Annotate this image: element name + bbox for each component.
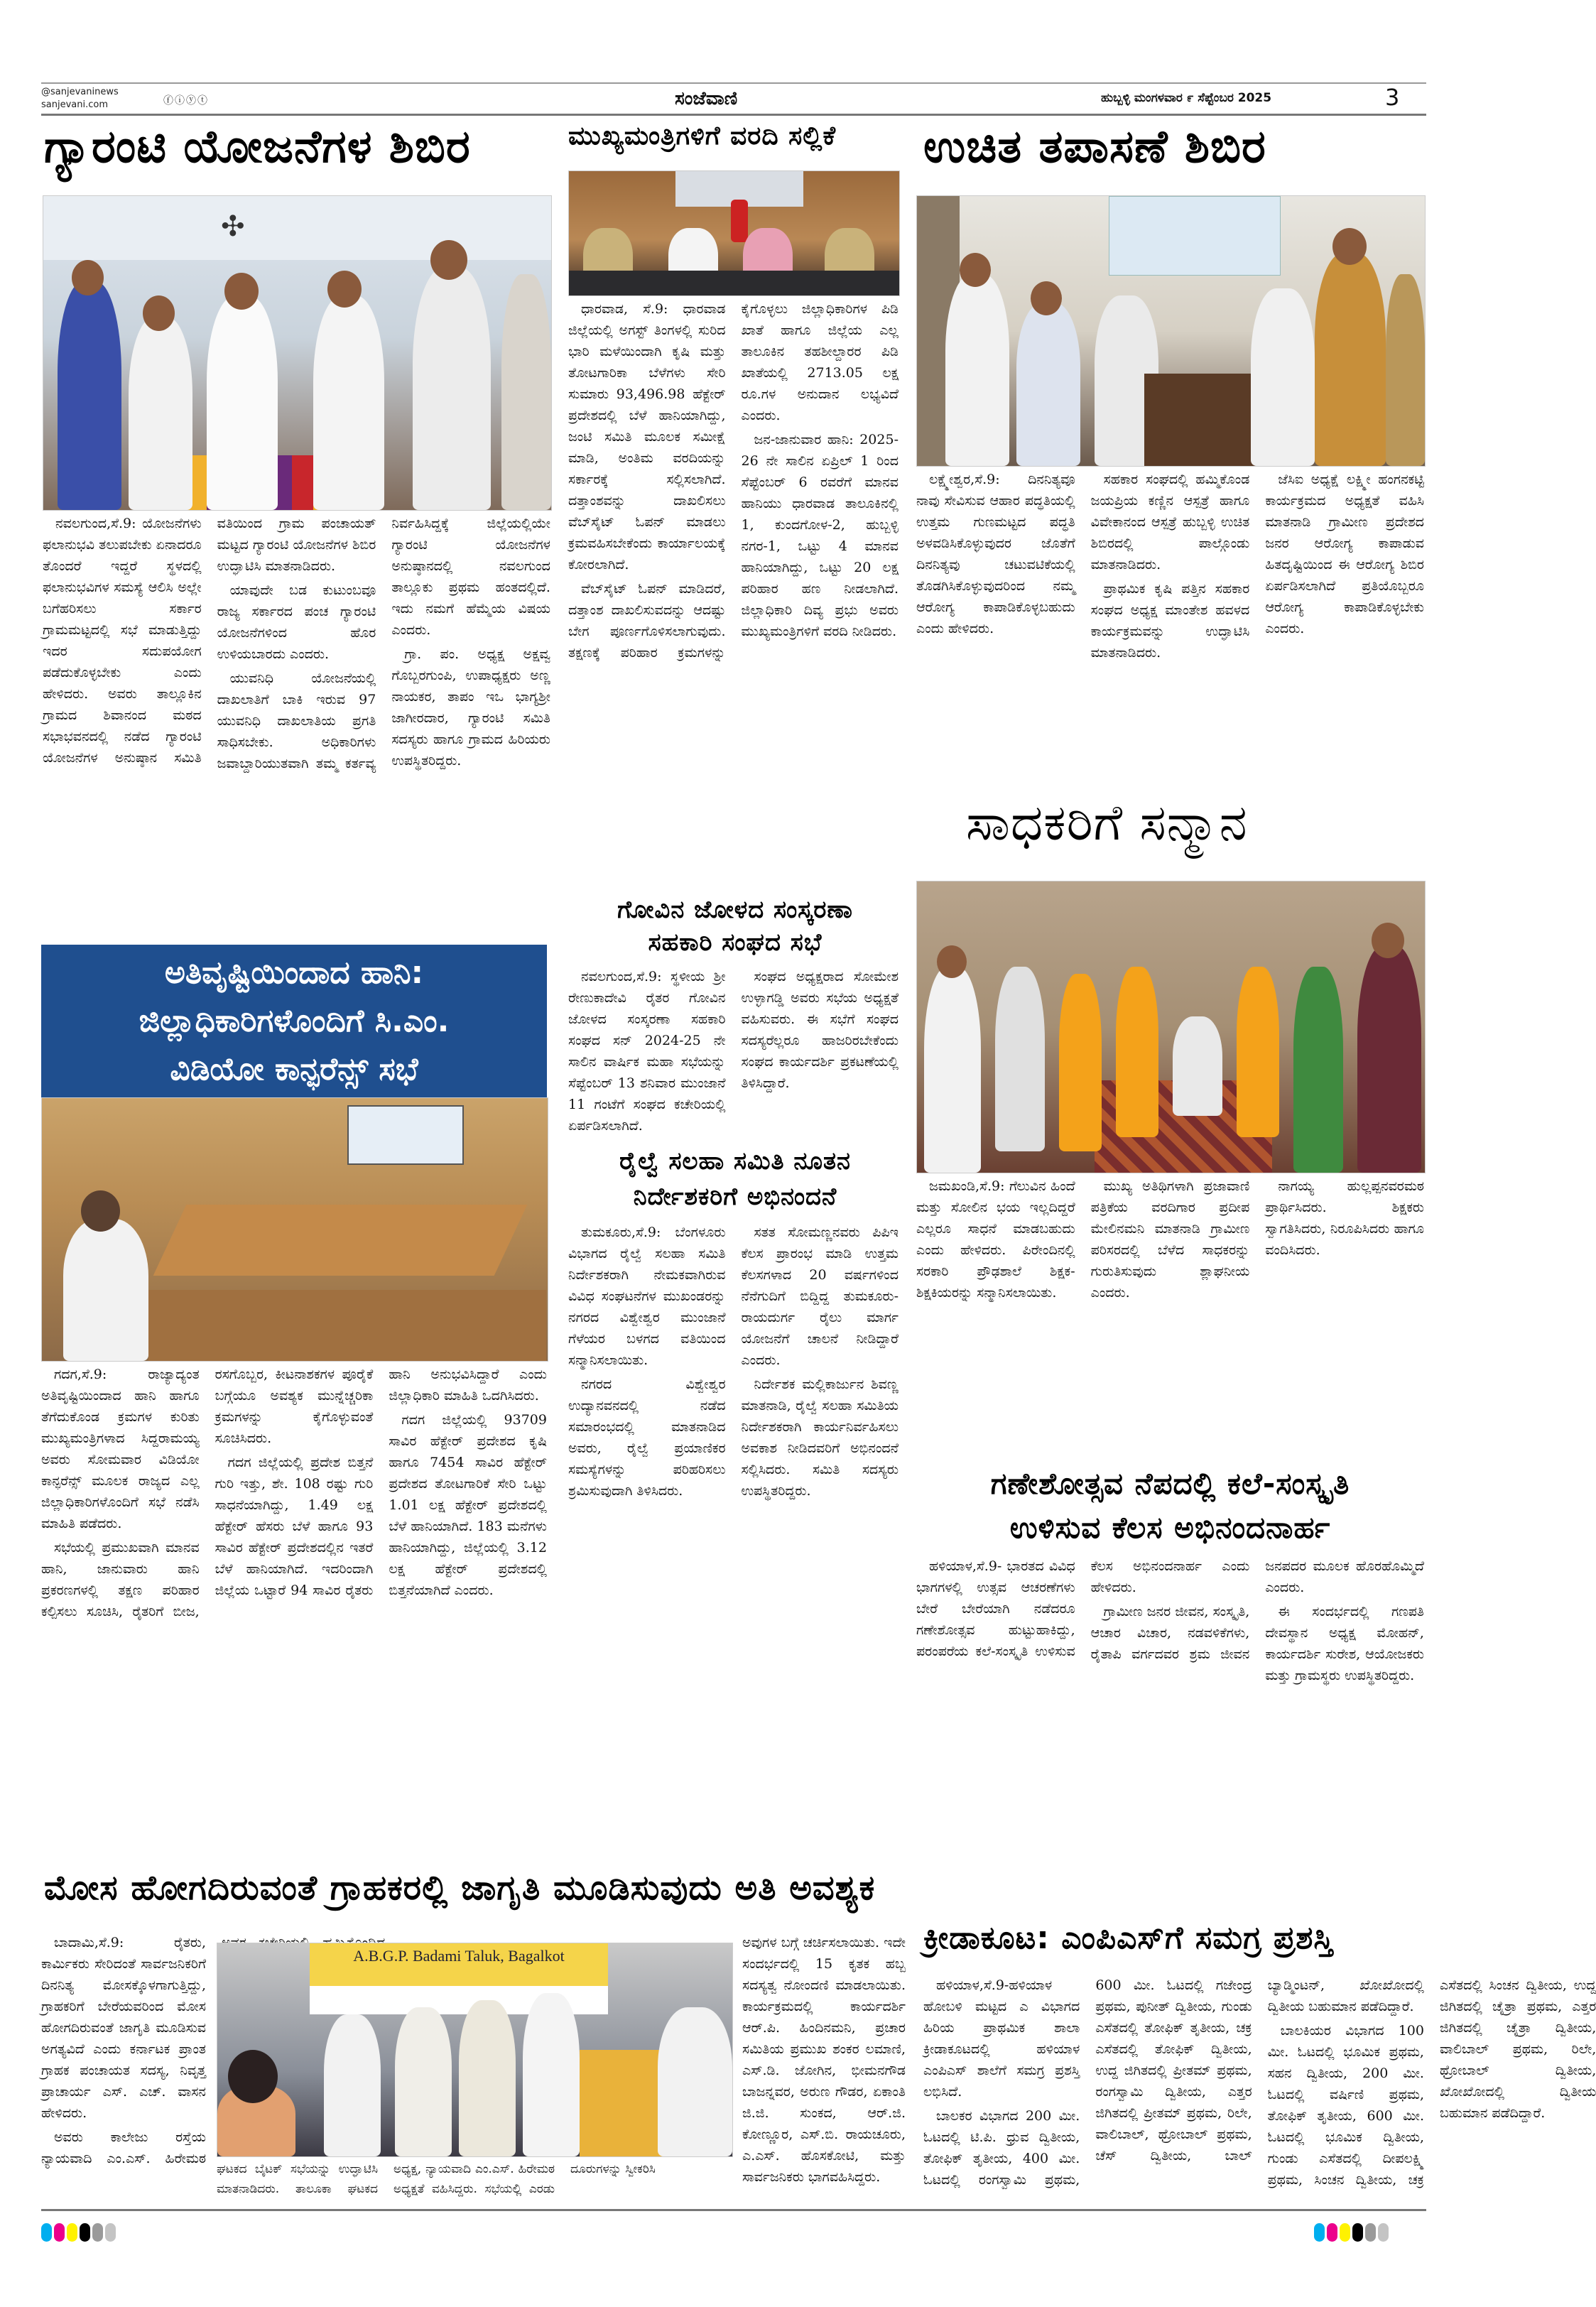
photo-cm-report [568, 170, 900, 296]
photo-health-camp [916, 195, 1426, 467]
article-body-consumer-right [742, 1932, 906, 2195]
paragraph: ಬಾಲಕಿಯರ ವಿಭಾಗದ 100 ಮೀ. ಓಟದಲ್ಲಿ ಭೂಮಿಕ ಪ್ರಥಮ, ಸಹನ ದ್ವಿತೀಯ, 200 ಮೀ. ಓಟದಲ್ಲಿ ವರ್ಷಿಣಿ ಪ್ರಥಮ, ತೋಫಿಕ್ ತೃತೀಯ, 600 ಮೀ. ಓಟದಲ್ಲಿ ಭೂಮಿಕ ದ್ವಿತೀಯ, ಗುಂಡು ಎಸೆತದಲ್ಲಿ ದೀಪಲಕ್ಷ್ಮಿ ಪ್ರಥಮ, ಸಿಂಚನ ದ್ವಿತೀಯ, ಚಕ್ರ ಎಸೆತದಲ್ಲಿ ಸಿಂಚನ ದ್ವಿತೀಯ, ಉದ್ದ ಜಿಗಿತದಲ್ಲಿ ಚೈತ್ರಾ ಪ್ರಥಮ, ಎತ್ತರ ಜಿಗಿತದಲ್ಲಿ ಚೈತ್ರಾ ದ್ವಿತೀಯ, ವಾಲಿಬಾಲ್ ಪ್ರಥಮ, ರಿಲೇ, ಥ್ರೋಬಾಲ್ ದ್ವಿತೀಯ, ಖೋಖೋದಲ್ಲಿ ದ್ವಿತೀಯ ಬಹುಮಾನ ಪಡೆದಿದ್ದಾರೆ. [1267, 1977, 1596, 2188]
social-handle: @sanjevaninews [41, 87, 119, 97]
paragraph: ಅವರು ಕಾಲೇಜು ರಸ್ತೆಯ ನ್ಯಾಯವಾದಿ ಎಂ.ಎಸ್. ಹಿರೇಮಠ [41, 2129, 206, 2166]
headline-line: ವಿಡಿಯೋ ಕಾನ್ಫರೆನ್ಸ್ ಸಭೆ [170, 1051, 418, 1087]
paragraph: ಜೆಸಿಐ ಅಧ್ಯಕ್ಷೆ ಲಕ್ಷ್ಮೀ ಹಂಗನಕಟ್ಟಿ ಕಾರ್ಯಕ್ರಮದ ಅಧ್ಯಕ್ಷತೆ ವಹಿಸಿ ಮಾತನಾಡಿ ಗ್ರಾಮೀಣ ಪ್ರದೇಶದ ಜನರ ಆರೋಗ್ಯ ಕಾಪಾಡುವ ಹಿತದೃಷ್ಟಿಯಿಂದ ಈ ಆರೋಗ್ಯ ಶಿಬಿರ ಏರ್ಪಡಿಸಲಾಗಿದೆ ಪ್ರತಿಯೊಬ್ಬರೂ ಆರೋಗ್ಯ ಕಾಪಾಡಿಕೊಳ್ಳಬೇಕು ಎಂದರು. [1265, 472, 1424, 636]
headline-consumer: ಮೋಸ ಹೋಗದಿರುವಂತೆ ಗ್ರಾಹಕರಲ್ಲಿ ಜಾಗೃತಿ ಮೂಡಿಸುವುದು ಅತಿ ಅವಶ್ಯಕ [44, 1868, 876, 1908]
headline-cm-report: ಮುಖ್ಯಮಂತ್ರಿಗಳಿಗೆ ವರದಿ ಸಲ್ಲಿಕೆ [568, 121, 837, 151]
paragraph: ಜನ-ಜಾನುವಾರ ಹಾನಿ: 2025-26 ನೇ ಸಾಲಿನ ಏಪ್ರಿಲ್ 1 ರಿಂದ ಸೆಪ್ಟೆಂಬರ್ 6 ರವರೆಗೆ ಮಾನವ ಹಾನಿಯು ಧಾರವಾಡ ತಾಲೂಕಿನಲ್ಲಿ 1, ಕುಂದಗೋಳ-2, ಹುಬ್ಬಳ್ಳಿ ನಗರ-1, ಒಟ್ಟು 4 ಮಾನವ ಹಾನಿಯಾಗಿದ್ದು, ಒಟ್ಟು 20 ಲಕ್ಷ ಪರಿಹಾರ ಹಣ ನೀಡಲಾಗಿದೆ. ಜಿಲ್ಲಾಧಿಕಾರಿ ದಿವ್ಯ ಪ್ರಭು ಅವರು ಮುಖ್ಯಮಂತ್ರಿಗಳಿಗೆ ವರದಿ ನೀಡಿದರು. [741, 432, 899, 639]
headline-guarantee: ಗ್ಯಾರಂಟಿ ಯೋಜನೆಗಳ ಶಿಬಿರ [44, 121, 471, 173]
paragraph: ಸತತ ಸೋಮಣ್ಣನವರು ಪಿಪಿಇ ಕೆಲಸ ಪ್ರಾರಂಭ ಮಾಡಿ ಉತ್ತಮ ಕೆಲಸಗಳಾದ 20 ವರ್ಷಗಳಿಂದ ನೆನೆಗುದಿಗೆ ಬಿದ್ದಿದ್ದ ತುಮಕೂರು-ರಾಯದುರ್ಗ ರೈಲು ಮಾರ್ಗ ಯೋಜನೆಗೆ ಚಾಲನೆ ನೀಡಿದ್ದಾರೆ ಎಂದರು. [741, 1225, 899, 1368]
article-body-flood-vc [41, 1364, 547, 1864]
social-icons [163, 93, 209, 107]
photo-flood-vc [41, 1097, 548, 1362]
article-body-honour [916, 1176, 1424, 1477]
meeting-banner: A.B.G.P. Badami Taluk, Bagalkot [310, 1943, 608, 1986]
paragraph: ಜಮಖಂಡಿ,ಸೆ.9: ಗೆಲುವಿನ ಹಿಂದೆ ಮತ್ತು ಸೋಲಿನ ಭಯ ಇಲ್ಲದಿದ್ದರೆ ಎಲ್ಲರೂ ಸಾಧನೆ ಮಾಡಬಹುದು ಎಂದು ಹೇಳಿದರು. ಪಿರೇಂದಿನಲ್ಲಿ ಸರಕಾರಿ ಪ್ರೌಢಶಾಲೆ ಶಿಕ್ಷಕ-ಶಿಕ್ಷಕಿಯರನ್ನು ಸನ್ಮಾನಿಸಲಾಯಿತು. [916, 1178, 1075, 1301]
top-rule [41, 82, 1426, 84]
masthead-rule [41, 114, 1426, 116]
paragraph: ಗದಗ,ಸೆ.9: ರಾಜ್ಯಾದ್ಯಂತ ಅತಿವೃಷ್ಟಿಯಿಂದಾದ ಹಾನಿ ಹಾಗೂ ತೆಗೆದುಕೊಂಡ ಕ್ರಮಗಳ ಕುರಿತು ಮುಖ್ಯಮಂತ್ರಿಗಳಾದ ಸಿದ್ದರಾಮಯ್ಯ ಅವರು ಸೋಮವಾರ ವಿಡಿಯೋ ಕಾನ್ಫರೆನ್ಸ್ ಮೂಲಕ ರಾಜ್ಯದ ಎಲ್ಲ ಜಿಲ್ಲಾಧಿಕಾರಿಗಳೊಂದಿಗೆ ಸಭೆ ನಡೆಸಿ ಮಾಹಿತಿ ಪಡೆದರು. [41, 1367, 200, 1531]
paragraph: ವೆಬ್‌ಸೈಟ್ ಓಪನ್ ಮಾಡಿದರೆ, ದತ್ತಾಂಶ ದಾಖಲಿಸುವದನ್ನು ಆದಷ್ಟು ಬೇಗ ಪೂರ್ಣಗೊಳಿಸಲಾಗುವುದು. ತಕ್ಷಣಕ್ಕೆ ಪರಿಹಾರ ಕ್ರಮಗಳನ್ನು ಕೈಗೊಳ್ಳಲು ಜಿಲ್ಲಾಧಿಕಾರಿಗಳ ಪಿಡಿ ಖಾತೆ ಹಾಗೂ ಜಿಲ್ಲೆಯ ಎಲ್ಲ ತಾಲೂಕಿನ ತಹಶೀಲ್ದಾರರ ಪಿಡಿ ಖಾತೆಯಲ್ಲಿ 2713.05 ಲಕ್ಷ ರೂ.ಗಳ ಅನುದಾನ ಲಭ್ಯವಿದೆ ಎಂದರು. [568, 301, 899, 661]
color-registration-left [41, 2223, 118, 2244]
masthead-social [41, 86, 119, 112]
photo-caption-consumer [217, 2159, 732, 2206]
headline-line: ಅತಿವೃಷ್ಟಿಯಿಂದಾದ ಹಾನಿ: [164, 955, 424, 991]
article-body-guarantee [43, 513, 550, 939]
paragraph: ಗದಗ ಜಿಲ್ಲೆಯಲ್ಲಿ ಪ್ರದೇಶ ಬಿತ್ತನೆ ಗುರಿ ಇತ್ತು, ಶೇ. 108 ರಷ್ಟು ಗುರಿ ಸಾಧನೆಯಾಗಿದ್ದು, 1.49 ಲಕ್ಷ ಹೆಕ್ಟೇರ್ ಹೆಸರು ಬೆಳೆ ಹಾಗೂ 93 ಸಾವಿರ ಹೆಕ್ಟೇರ್ ಪ್ರದೇಶದಲ್ಲಿನ ಇತರೆ ಬೆಳೆ ಹಾನಿಯಾಗಿದೆ. ಇದರಿಂದಾಗಿ ಜಿಲ್ಲೆಯ ಒಟ್ಟಾರೆ 94 ಸಾವಿರ ರೈತರು ಹಾನಿ ಅನುಭವಿಸಿದ್ದಾರೆ ಎಂದು ಜಿಲ್ಲಾಧಿಕಾರಿ ಮಾಹಿತಿ ಒದಗಿಸಿದರು. [215, 1367, 547, 1598]
paragraph: ಸಂಘದ ಅಧ್ಯಕ್ಷರಾದ ಸೋಮೇಶ ಉಳ್ಳಾಗಡ್ಡಿ ಅವರು ಸಭೆಯ ಅಧ್ಯಕ್ಷತೆ ವಹಿಸುವರು. ಈ ಸಭೆಗೆ ಸಂಘದ ಸದಸ್ಯರೆಲ್ಲರೂ ಹಾಜರಿರಬೇಕೆಂದು ಸಂಘದ ಕಾರ್ಯದರ್ಶಿ ಪ್ರಕಟಣೆಯಲ್ಲಿ ತಿಳಿಸಿದ್ದಾರೆ. [741, 969, 899, 1091]
paragraph: ಗದಗ ಜಿಲ್ಲೆಯಲ್ಲಿ 93709 ಸಾವಿರ ಹೆಕ್ಟೇರ್ ಪ್ರದೇಶದ ಕೃಷಿ ಹಾಗೂ 7454 ಸಾವಿರ ಹೆಕ್ಟೇರ್ ಪ್ರದೇಶದ ತೋಟಗಾರಿಕೆ ಸೇರಿ ಒಟ್ಟು 1.01 ಲಕ್ಷ ಹೆಕ್ಟೇರ್ ಪ್ರದೇಶದಲ್ಲಿ ಬೆಳೆ ಹಾನಿಯಾಗಿದೆ. 183 ಮನೆಗಳು ಹಾನಿಯಾಗಿದ್ದು, ಜಿಲ್ಲೆಯಲ್ಲಿ 3.12 ಲಕ್ಷ ಹೆಕ್ಟೇರ್ ಪ್ರದೇಶದಲ್ಲಿ ಬಿತ್ತನೆಯಾಗಿದೆ ಎಂದರು. [389, 1412, 547, 1598]
paragraph: ನಿರ್ದೇಶಕ ಮಲ್ಲಿಕಾರ್ಜುನ ಶಿವಣ್ಣ ಮಾತನಾಡಿ, ರೈಲ್ವೆ ಸಲಹಾ ಸಮಿತಿಯ ನಿರ್ದೇಶಕರಾಗಿ ಕಾರ್ಯನಿರ್ವಹಿಸಲು ಅವಕಾಶ ನೀಡಿದವರಿಗೆ ಅಭಿನಂದನೆ ಸಲ್ಲಿಸಿದರು. ಸಮಿತಿ ಸದಸ್ಯರು ಉಪಸ್ಥಿತರಿದ್ದರು. [741, 1377, 899, 1499]
photo-honour [916, 881, 1426, 1173]
photo-guarantee-camp [43, 195, 552, 511]
article-body-health-camp [916, 469, 1424, 781]
bottom-rule [41, 2209, 1426, 2211]
facebook-icon[interactable]: ⓕ [163, 95, 175, 107]
paragraph: ಲಕ್ಷ್ಮೇಶ್ವರ,ಸೆ.9: ದಿನನಿತ್ಯವೂ ನಾವು ಸೇವಿಸುವ ಆಹಾರ ಪದ್ಧತಿಯಲ್ಲಿ ಉತ್ತಮ ಗುಣಮಟ್ಟದ ಪದ್ಧತಿ ಅಳವಡಿಸಿಕೊಳ್ಳುವುದರ ಜೊತೆಗೆ ದಿನನಿತ್ಯವು ಚಟುವಟಿಕೆಯಲ್ಲಿ ತೊಡಗಿಸಿಕೊಳ್ಳುವುದರಿಂದ ನಮ್ಮ ಆರೋಗ್ಯ ಕಾಪಾಡಿಕೊಳ್ಳಬಹುದು ಎಂದು ಹೇಳಿದರು. [916, 472, 1075, 636]
twitter-icon[interactable]: ⓣ [197, 95, 209, 107]
headline-health-camp: ಉಚಿತ ತಪಾಸಣೆ ಶಿಬಿರ [923, 121, 1266, 173]
headline-flood-vc [41, 945, 547, 1097]
paragraph: ಗ್ರಾಮೀಣ ಜನರ ಜೀವನ, ಸಂಸ್ಕೃತಿ, ಆಚಾರ ವಿಚಾರ, ನಡವಳಿಕೆಗಳು, ರೈತಾಪಿ ವರ್ಗದವರ ಶ್ರಮ ಜೀವನ ಜನಪದರ ಮೂಲಕ ಹೊರಹೊಮ್ಮಿದೆ ಎಂದರು. [1090, 1558, 1424, 1662]
article-body-maize-society [568, 966, 899, 1136]
paragraph: ಗ್ರಾ. ಪಂ. ಅಧ್ಯಕ್ಷ ಅಕ್ಷವ್ವ ಗೊಬ್ಬರಗುಂಪಿ, ಉಪಾಧ್ಯಕ್ಷರು ಅಣ್ಣ ನಾಯಕರ, ತಾಪಂ ಇಒ ಭಾಗ್ಯಶ್ರೀ ಜಾಗೀರದಾರ, ಗ್ಯಾರಂಟಿ ಸಮಿತಿ ಸದಸ್ಯರು ಹಾಗೂ ಗ್ರಾಮದ ಹಿರಿಯರು ಉಪಸ್ಥಿತರಿದ್ದರು. [391, 646, 550, 769]
caption: ಘಟಕದ ಬೈಟಕ್ ಸಭೆಯನ್ನು ಉದ್ಘಾಟಿಸಿ ಮಾತನಾಡಿದರು. ತಾಲೂಕಾ ಘಟಕದ ಅಧ್ಯಕ್ಷ, ನ್ಯಾಯವಾದಿ ಎಂ.ಎಸ್. ಹಿರೇಮಠ ಅಧ್ಯಕ್ಷತೆ ವಹಿಸಿದ್ದರು. ಸಭೆಯಲ್ಲಿ ಎರಡು ದೂರುಗಳನ್ನು ಸ್ವೀಕರಿಸಿ [217, 2162, 656, 2196]
website-link[interactable]: sanjevani.com [41, 99, 108, 110]
youtube-icon[interactable]: ⓨ [186, 95, 197, 107]
article-body-ganeshotsava [916, 1556, 1424, 1889]
headline-line: ಸಹಕಾರಿ ಸಂಘದ ಸಭೆ [648, 928, 823, 957]
paragraph: ತುಮಕೂರು,ಸೆ.9: ಬೆಂಗಳೂರು ವಿಭಾಗದ ರೈಲ್ವೆ ಸಲಹಾ ಸಮಿತಿ ನಿರ್ದೇಶಕರಾಗಿ ನೇಮಕವಾಗಿರುವ ವಿವಿಧ ಸಂಘಟನೆಗಳ ಮುಖಂಡರನ್ನು ನಗರದ ವಿಶ್ವೇಶ್ವರ ಮುಂಜಾನೆ ಗೆಳೆಯರ ಬಳಗದ ವತಿಯಿಂದ ಸನ್ಮಾನಿಸಲಾಯಿತು. [568, 1225, 726, 1368]
headline-line: ಜಿಲ್ಲಾಧಿಕಾರಿಗಳೊಂದಿಗೆ ಸಿ.ಎಂ. [139, 1003, 450, 1039]
photo-consumer-meeting [217, 1943, 733, 2157]
paragraph: ಮುಖ್ಯ ಅತಿಥಿಗಳಾಗಿ ಪ್ರಜಾವಾಣಿ ಪತ್ರಿಕೆಯ ವರದಿಗಾರ ಪ್ರದೀಪ ಮೇಲಿನಮನಿ ಮಾತನಾಡಿ ಗ್ರಾಮೀಣ ಪರಿಸರದಲ್ಲಿ ಬೆಳೆದ ಸಾಧಕರನ್ನು ಗುರುತಿಸುವುದು ಶ್ಲಾಘನೀಯ ಎಂದರು. [1090, 1178, 1250, 1301]
article-body-sports [923, 1975, 1596, 2205]
paragraph: ಧಾರವಾಡ, ಸೆ.9: ಧಾರವಾಡ ಜಿಲ್ಲೆಯಲ್ಲಿ ಅಗಸ್ಟ್ ತಿಂಗಳಲ್ಲಿ ಸುರಿದ ಭಾರಿ ಮಳೆಯಿಂದಾಗಿ ಕೃಷಿ ಮತ್ತು ತೋಟಗಾರಿಕಾ ಬೆಳೆಗಳು ಸೇರಿ ಸುಮಾರು 93,496.98 ಹೆಕ್ಟೇರ್ ಪ್ರದೇಶದಲ್ಲಿ ಬೆಳೆ ಹಾನಿಯಾಗಿದ್ದು, ಜಂಟಿ ಸಮಿತಿ ಮೂಲಕ ಸಮೀಕ್ಷೆ ಮಾಡಿ, ಅಂತಿಮ ವರದಿಯನ್ನು ಸರ್ಕಾರಕ್ಕೆ ಸಲ್ಲಿಸಲಾಗಿದೆ. ದತ್ತಾಂಶವನ್ನು ದಾಖಲಿಸಲು ವೆಬ್‌ಸೈಟ್ ಓಪನ್ ಮಾಡಲು ಕ್ರಮವಹಿಸಬೇಕೆಂದು ಕಾರ್ಯಾಲಯಕ್ಕೆ ಕೋರಲಾಗಿದೆ. [568, 301, 726, 572]
color-registration-right [1314, 2223, 1391, 2244]
headline-line: ನಿರ್ದೇಶಕರಿಗೆ ಅಭಿನಂದನೆ [633, 1183, 837, 1211]
paragraph: ಪ್ರಾಥಮಿಕ ಕೃಷಿ ಪತ್ತಿನ ಸಹಕಾರ ಸಂಘದ ಅಧ್ಯಕ್ಷ ಮಾಂತೇಶ ಹವಳದ ಕಾರ್ಯಕ್ರಮವನ್ನು ಉದ್ಘಾಟಿಸಿ ಮಾತನಾಡಿದರು. [1090, 581, 1250, 661]
headline-railway [568, 1144, 902, 1215]
instagram-icon[interactable]: ⓘ [175, 95, 186, 107]
dateline: ಹುಬ್ಬಳ್ಳಿ ಮಂಗಳವಾರ ೯ ಸೆಪ್ಟೆಂಬರ 2025 [1101, 91, 1272, 105]
paragraph: ನಗರದ ವಿಶ್ವೇಶ್ವರ ಉದ್ಯಾನವನದಲ್ಲಿ ನಡೆದ ಸಮಾರಂಭದಲ್ಲಿ ಮಾತನಾಡಿದ ಅವರು, ರೈಲ್ವೆ ಪ್ರಯಾಣಿಕರ ಸಮಸ್ಯೆಗಳನ್ನು ಪರಿಹರಿಸಲು ಶ್ರಮಿಸುವುದಾಗಿ ತಿಳಿಸಿದರು. [568, 1377, 726, 1499]
paragraph: ಬಾಲಕರ ವಿಭಾಗದ 200 ಮೀ. ಓಟದಲ್ಲಿ ಟಿ.ಪಿ. ಧ್ರುವ ದ್ವಿತೀಯ, ತೋಫಿಕ್ ತೃತೀಯ, 400 ಮೀ. ಓಟದಲ್ಲಿ ರಂಗಸ್ವಾಮಿ ಪ್ರಥಮ, 600 ಮೀ. ಓಟದಲ್ಲಿ ಗಜೇಂದ್ರ ಪ್ರಥಮ, ಪುನೀತ್ ದ್ವಿತೀಯ, ಗುಂಡು ಎಸೆತದಲ್ಲಿ ತೋಫಿಕ್ ತೃತೀಯ, ಚಕ್ರ ಎಸೆತದಲ್ಲಿ ತೋಫಿಕ್ ದ್ವಿತೀಯ, ಉದ್ದ ಜಿಗಿತದಲ್ಲಿ ಪ್ರೀತಮ್ ಪ್ರಥಮ, ರಂಗಸ್ವಾಮಿ ದ್ವಿತೀಯ, ಎತ್ತರ ಜಿಗಿತದಲ್ಲಿ ಪ್ರೀತಮ್ ಪ್ರಥಮ, ರಿಲೇ, ವಾಲಿಬಾಲ್, ಥ್ರೋಬಾಲ್ ಪ್ರಥಮ, ಚೆಸ್ ದ್ವಿತೀಯ, ಬಾಲ್ ಬ್ಯಾಡ್ಮಿಂಟನ್, ಖೋಖೋದಲ್ಲಿ ದ್ವಿತೀಯ ಬಹುಮಾನ ಪಡೆದಿದ್ದಾರೆ. [923, 1977, 1424, 2188]
paper-logo: ಸಂಜೆವಾಣಿ [675, 88, 738, 109]
paragraph: ನವಲಗುಂದ,ಸೆ.9: ಯೋಜನೆಗಳು ಫಲಾನುಭವಿ ತಲುಪಬೇಕು ಏನಾದರೂ ತೊಂದರೆ ಇದ್ದರೆ ಸ್ಥಳದಲ್ಲಿ ಫಲಾನುಭವಿಗಳ ಸಮಸ್ಯೆ ಆಲಿಸಿ ಅಲ್ಲೇ ಬಗೆಹರಿಸಲು ಸರ್ಕಾರ ಗ್ರಾಮಮಟ್ಟದಲ್ಲಿ ಸಭೆ ಮಾಡುತ್ತಿದ್ದು ಇದರ ಸದುಪಯೋಗ ಪಡೆದುಕೊಳ್ಳಬೇಕು ಎಂದು ಹೇಳಿದರು. ಅವರು ತಾಲ್ಲೂಕಿನ ಗ್ರಾಮದ ಶಿವಾನಂದ ಮಠದ ಸಭಾಭವನದಲ್ಲಿ ನಡೆದ ಗ್ಯಾರಂಟಿ ಯೋಜನೆಗಳ ಅನುಷ್ಠಾನ ಸಮಿತಿ ವತಿಯಿಂದ ಗ್ರಾಮ ಪಂಚಾಯತ್ ಮಟ್ಟದ ಗ್ಯಾರಂಟಿ ಯೋಜನೆಗಳ ಶಿಬಿರ ಉದ್ಘಾಟಿಸಿ ಮಾತನಾಡಿದರು. [43, 516, 376, 766]
ceiling-fan-icon: ✣ [221, 210, 245, 243]
paragraph: ಯುವನಿಧಿ ಯೋಜನೆಯಲ್ಲಿ ದಾಖಲಾತಿಗೆ ಬಾಕಿ ಇರುವ 97 ಯುವನಿಧಿ ದಾಖಲಾತಿಯ ಪ್ರಗತಿ ಸಾಧಿಸಬೇಕು. ಅಧಿಕಾರಿಗಳು ಜವಾಬ್ದಾರಿಯುತವಾಗಿ ತಮ್ಮ ಕರ್ತವ್ಯ ನಿರ್ವಹಿಸಿದ್ದಕ್ಕೆ ಜಿಲ್ಲೆಯಲ್ಲಿಯೇ ಗ್ಯಾರಂಟಿ ಯೋಜನೆಗಳ ಅನುಷ್ಠಾನದಲ್ಲಿ ನವಲಗುಂದ ತಾಲ್ಲೂಕು ಪ್ರಥಮ ಹಂತದಲ್ಲಿದೆ. ಇದು ನಮಗೆ ಹೆಮ್ಮೆಯ ವಿಷಯ ಎಂದರು. [217, 516, 550, 771]
paragraph: ಸಹಕಾರ ಸಂಘದಲ್ಲಿ ಹಮ್ಮಿಕೊಂಡ ಜಯಪ್ರಿಯ ಕಣ್ಣಿನ ಆಸ್ಪತ್ರೆ ಹಾಗೂ ವಿವೇಕಾನಂದ ಆಸ್ಪತ್ರೆ ಹುಬ್ಬಳ್ಳಿ ಉಚಿತ ಶಿಬಿರದಲ್ಲಿ ಪಾಲ್ಗೊಂಡು ಮಾತನಾಡಿದರು. [1090, 472, 1250, 572]
headline-maize-society [568, 894, 902, 959]
paragraph: ನವಲಗುಂದ,ಸೆ.9: ಸ್ಥಳೀಯ ಶ್ರೀ ರೇಣುಕಾದೇವಿ ರೈತರ ಗೋವಿನ ಜೋಳದ ಸಂಸ್ಕರಣಾ ಸಹಕಾರಿ ಸಂಘದ ಸನ್ 2024-25 ನೇ ಸಾಲಿನ ವಾರ್ಷಿಕ ಮಹಾ ಸಭೆಯನ್ನು ಸೆಪ್ಟೆಂಬರ್ 13 ಶನಿವಾರ ಮುಂಜಾನೆ 11 ಗಂಟೆಗೆ ಸಂಘದ ಕಚೇರಿಯಲ್ಲಿ ಏರ್ಪಡಿಸಲಾಗಿದೆ. [568, 969, 726, 1134]
paragraph: ಹಳಿಯಾಳ,ಸೆ.9- ಭಾರತದ ವಿವಿಧ ಭಾಗಗಳಲ್ಲಿ ಉತ್ಸವ ಆಚರಣೆಗಳು ಬೇರೆ ಬೇರೆಯಾಗಿ ನಡೆದರೂ ಗಣೇಶೋತ್ಸವ ಹುಟ್ಟುಹಾಕಿದ್ದು, ಪರಂಪರೆಯ ಕಲೆ-ಸಂಸ್ಕೃತಿ ಉಳಿಸುವ ಕೆಲಸ ಅಭಿನಂದನಾರ್ಹ ಎಂದು ಹೇಳಿದರು. [916, 1558, 1250, 1659]
paragraph: ಸಭೆಯಲ್ಲಿ ಪ್ರಮುಖವಾಗಿ ಮಾನವ ಹಾನಿ, ಜಾನುವಾರು ಹಾನಿ ಪ್ರಕರಣಗಳಲ್ಲಿ ತಕ್ಷಣ ಪರಿಹಾರ ಕಲ್ಪಿಸಲು ಸೂಚಿಸಿ, ರೈತರಿಗೆ ಬೀಜ, ರಸಗೊಬ್ಬರ, ಕೀಟನಾಶಕಗಳ ಪೂರೈಕೆ ಬಗ್ಗೆಯೂ ಅವಶ್ಯಕ ಮುನ್ನೆಚ್ಚರಿಕಾ ಕ್ರಮಗಳನ್ನು ಕೈಗೊಳ್ಳುವಂತೆ ಸೂಚಿಸಿದರು. [41, 1367, 374, 1619]
headline-line: ಗೋವಿನ ಜೋಳದ ಸಂಸ್ಕರಣಾ [617, 896, 853, 924]
article-body-cm-report [568, 298, 899, 881]
article-body-consumer-left [41, 1932, 206, 2205]
headline-line: ಉಳಿಸುವ ಕೆಲಸ ಅಭಿನಂದನಾರ್ಹ [1009, 1510, 1331, 1545]
paragraph: ಅವುಗಳ ಬಗ್ಗೆ ಚರ್ಚಿಸಲಾಯಿತು. ಇದೇ ಸಂದರ್ಭದಲ್ಲಿ 15 ಕೃತಕ ಹಬ್ಬ ಸದಸ್ಯತ್ವ ನೋಂದಣಿ ಮಾಡಲಾಯಿತು. ಕಾರ್ಯಕ್ರಮದಲ್ಲಿ ಕಾರ್ಯದರ್ಶಿ ಆರ್.ಪಿ. ಹಿಂದಿನಮನಿ, ಪ್ರಚಾರ ಸಮಿತಿಯ ಪ್ರಮುಖ ಶಂಕರ ಲಮಾಣಿ, ಎಸ್.ಡಿ. ಜೋಗಿನ, ಭೀಮನಗೌಡ ಬಾಜನ್ನವರ, ಅರುಣ ಗೌಡರ, ಏಕಾಂತಿ ಜಿ.ಜಿ. ಸುಂಕದ, ಆರ್.ಜಿ. ಕೋಣ್ಣೂರ, ಎಸ್.ಬಿ. ರಾಯಚೂರು, ಎ.ಎಸ್. ಹೊಸಕೋಟಿ, ಮತ್ತು ಸಾರ್ವಜನಿಕರು ಭಾಗವಹಿಸಿದ್ದರು. [742, 1935, 906, 2185]
paragraph: ಯಾವುದೇ ಬಡ ಕುಟುಂಬವೂ ರಾಜ್ಯ ಸರ್ಕಾರದ ಪಂಚ ಗ್ಯಾರಂಟಿ ಯೋಜನೆಗಳಿಂದ ಹೊರ ಉಳಿಯಬಾರದು ಎಂದರು. [217, 582, 376, 662]
headline-honour: ಸಾಧಕರಿಗೆ ಸನ್ಮಾನ [966, 793, 1248, 852]
headline-line: ಗಣೇಶೋತ್ಸವ ನೆಪದಲ್ಲಿ ಕಲೆ-ಸಂಸ್ಕೃತಿ [990, 1466, 1350, 1501]
headline-ganeshotsava [916, 1462, 1424, 1550]
paragraph: ಹಳಿಯಾಳ,ಸೆ.9-ಹಳಿಯಾಳ ಹೋಬಳಿ ಮಟ್ಟದ ಎ ವಿಭಾಗದ ಹಿರಿಯ ಪ್ರಾಥಮಿಕ ಶಾಲಾ ಕ್ರೀಡಾಕೂಟದಲ್ಲಿ ಹಳಿಯಾಳ ಎಂಪಿಎಸ್ ಶಾಲೆಗೆ ಸಮಗ್ರ ಪ್ರಶಸ್ತಿ ಲಭಿಸಿದೆ. [923, 1977, 1080, 2100]
paragraph: ನಾಗಯ್ಯ ಹುಲ್ಲಪ್ಪನವರಮಠ ಪ್ರಾರ್ಥಿಸಿದರು. ಶಿಕ್ಷಕರು ಸ್ವಾಗತಿಸಿದರು, ನಿರೂಪಿಸಿದರು ಹಾಗೂ ವಂದಿಸಿದರು. [1265, 1178, 1424, 1258]
article-body-railway [568, 1222, 899, 1864]
page-number: 3 [1385, 84, 1400, 111]
paragraph: ಬಾದಾಮಿ,ಸೆ.9: ರೈತರು, ಕಾರ್ಮಿಕರು ಸೇರಿದಂತೆ ಸಾರ್ವಜನಿಕರಿಗೆ ದಿನನಿತ್ಯ ಮೋಸಕ್ಕೊಳಗಾಗುತ್ತಿದ್ದು, ಗ್ರಾಹಕರಿಗೆ ಬೇರೆಯವರಿಂದ ಮೋಸ ಹೋಗದಿರುವಂತೆ ಜಾಗೃತಿ ಮೂಡಿಸುವ ಅಗತ್ಯವಿದೆ ಎಂದು ಕರ್ನಾಟಕ ಪ್ರಾಂತ ಗ್ರಾಹಕ ಪಂಚಾಯತ ಸದಸ್ಯ, ನಿವೃತ್ತ ಪ್ರಾಚಾರ್ಯ ಎಸ್. ಎಚ್. ವಾಸನ ಹೇಳಿದರು. [41, 1935, 206, 2121]
headline-sports: ಕ್ರೀಡಾಕೂಟ: ಎಂಪಿಎಸ್‌ಗೆ ಸಮಗ್ರ ಪ್ರಶಸ್ತಿ [923, 1920, 1334, 1956]
paragraph: ಈ ಸಂದರ್ಭದಲ್ಲಿ ಗಣಪತಿ ದೇವಸ್ಥಾನ ಅಧ್ಯಕ್ಷ ಮೋಹನ್, ಕಾರ್ಯದರ್ಶಿ ಸುರೇಶ, ಆಯೋಜಕರು ಮತ್ತು ಗ್ರಾಮಸ್ಥರು ಉಪಸ್ಥಿತರಿದ್ದರು. [1265, 1604, 1424, 1683]
headline-line: ರೈಲ್ವೆ ಸಲಹಾ ಸಮಿತಿ ನೂತನ [619, 1147, 851, 1176]
